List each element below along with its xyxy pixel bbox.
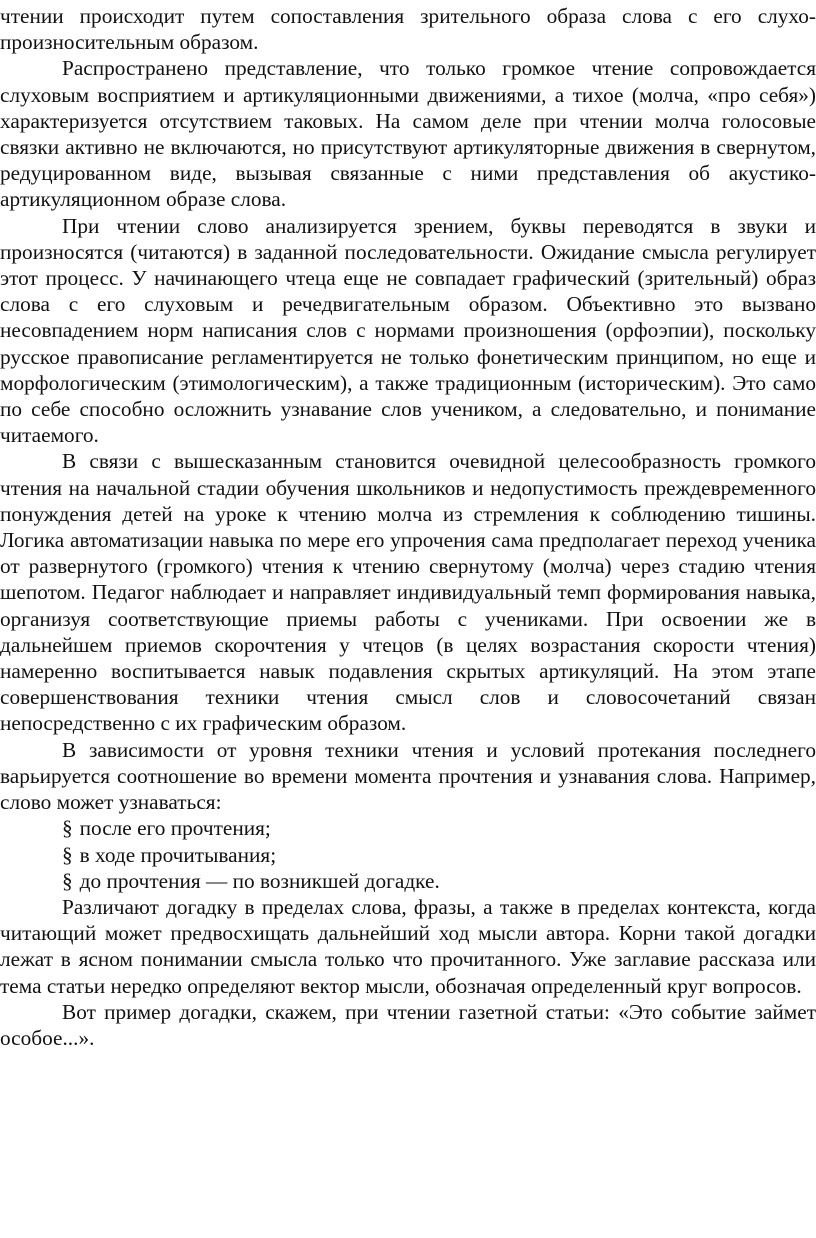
section-sign-bullet: §	[62, 868, 73, 893]
paragraph: Вот пример догадки, скажем, при чтении газетной статьи: «Это событие займет особое...».	[0, 999, 816, 1050]
list-item	[0, 868, 816, 894]
paragraph-continuation: чтении происходит путем сопоставления зрительного образа слова с его слухо-произносительным образом.	[0, 4, 816, 55]
list-item	[0, 842, 816, 868]
list-item-text: до прочтения — по возникшей догадке.	[79, 868, 440, 893]
paragraph: В связи с вышесказанным становится очевидной целесообразность громкого чтения на начальной стадии обучения школьников и недопустимость преждевременного понуждения детей на уроке к чтению молча из стремления к соблюдению тишины. Логика автоматизации навыка по мере его упрочения сама предполагает переход ученика от развернутого (громкого) чтения к чтению свернутому (молча) через стадию чтения шепотом. Педагог наблюдает и направляет индивидуальный темп формирования навыка, организуя соответствующие приемы работы с учениками. При освоении же в дальнейшем приемов скорочтения у чтецов (в целях возрастания скорости чтения) намеренно воспитывается навык подавления скрытых артикуляций. На этом этапе совершенствования техники чтения смысл слов и словосочетаний связан непосредственно с их графическим образом.	[0, 449, 816, 736]
list-item-text: в ходе прочитывания;	[79, 842, 277, 867]
list-item-text: после его прочтения;	[79, 816, 271, 841]
list-item	[0, 815, 816, 841]
paragraph: Различают догадку в пределах слова, фразы, а также в пределах контекста, когда читающий может предвосхищать дальнейший ход мысли автора. Корни такой догадки лежат в ясном понимании смысла только что прочитанного. Уже заглавие рассказа или тема статьи нередко определяют вектор мысли, обозначая определенный круг вопросов.	[0, 894, 816, 998]
section-sign-bullet: §	[62, 842, 73, 867]
paragraph: В зависимости от уровня техники чтения и условий протекания последнего варьируется соотношение во времени момента прочтения и узнавания слова. Например, слово может узнаваться:	[0, 737, 816, 815]
section-sign-bullet: §	[62, 816, 73, 841]
paragraph: Распространено представление, что только громкое чтение сопровождается слуховым восприятием и артикуляционными движениями, а тихое (молча, «про себя») характеризуется отсутствием таковых. На самом деле при чтении молча голосовые связки активно не включаются, но присутствуют артикуляторные движения в свернутом, редуцированном виде, вызывая связанные с ними представления об акустико-артикуляционном образе слова.	[0, 56, 816, 212]
paragraph: При чтении слово анализируется зрением, буквы переводятся в звуки и произносятся (читаются) в заданной последовательности. Ожидание смысла регулирует этот процесс. У начинающего чтеца еще не совпадает графический (зрительный) образ слова с его слуховым и речедвигательным образом. Объективно это вызвано несовпадением норм написания слов с нормами произношения (орфоэпии), поскольку русское правописание регламентируется не только фонетическим принципом, но еще и морфологическим (этимологическим), а также традиционным (историческим). Это само по себе способно осложнить узнавание слов учеником, а следовательно, и понимание читаемого.	[0, 213, 816, 448]
